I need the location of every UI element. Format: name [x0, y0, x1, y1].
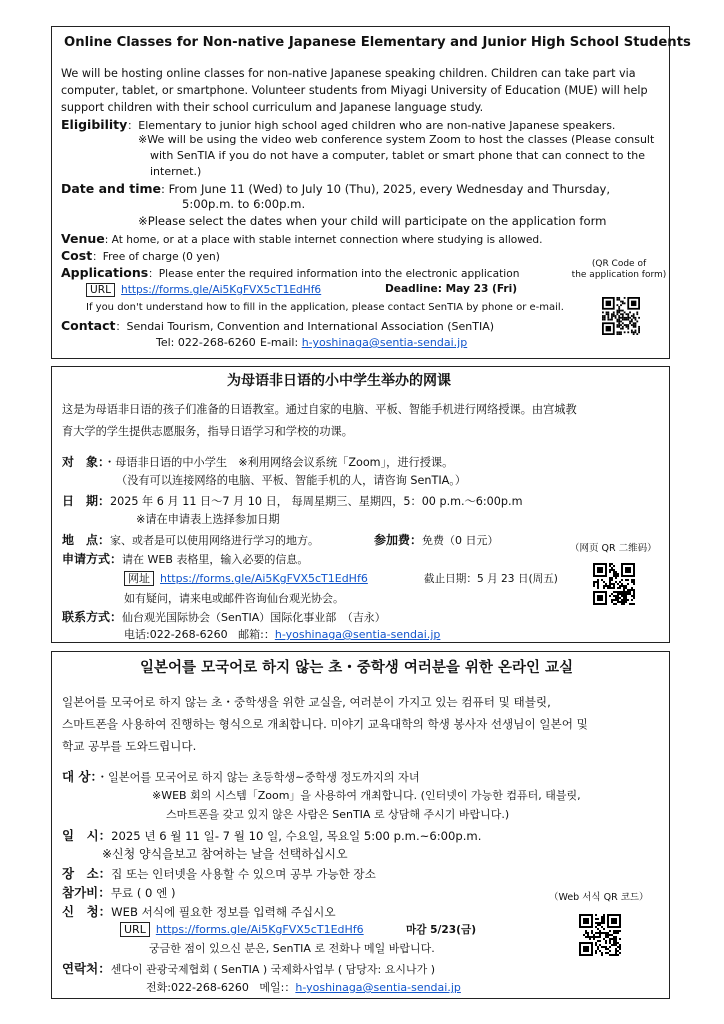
email-label: 邮箱:： — [238, 628, 275, 641]
apply-text: WEB 서식에 필요한 정보를 입력해 주십시오 — [111, 905, 336, 919]
english-eligibility-row — [61, 117, 615, 132]
korean-place-row — [62, 866, 376, 882]
fee-text: 免费（0 日元） — [422, 534, 499, 547]
apply-text: 请在 WEB 表格里，输入必要的信息。 — [122, 553, 309, 566]
place-label: 地 点： — [62, 533, 111, 547]
contact-label: 연락처： — [62, 961, 111, 976]
english-venue-row — [61, 231, 543, 247]
url-label: 网址 — [124, 571, 154, 586]
qr-caption-line-1: (QR Code of — [591, 259, 647, 269]
chinese-place-row — [62, 533, 319, 547]
fee-label: 参加费： — [374, 533, 423, 547]
english-deadline: Deadline: May 23 (Fri) — [385, 283, 518, 295]
email-link[interactable]: h-yoshinaga@sentia-sendai.jp — [301, 336, 468, 349]
qr-caption-line-2: the application form) — [571, 270, 667, 281]
target-text: ・일본어를 모국어로 하지 않는 초등학생~중학생 정도까지의 자녀 — [96, 771, 420, 784]
korean-title: 일본어를 모국어로 하지 않는 초・중학생 여러분을 위한 온라인 교실 — [140, 660, 574, 676]
apply-label: 신 청： — [62, 904, 112, 919]
target-note: （没有可以连接网络的电脑、平板、智能手机的人，请咨询 SenTIA。） — [116, 474, 467, 487]
chinese-url-row — [124, 572, 368, 585]
chinese-intro-line-2: 育大学的学生提供志愿服务，指导日语学习和学校的功课。 — [62, 425, 353, 438]
korean-contact-row — [62, 961, 435, 976]
korean-date-row — [62, 828, 481, 844]
date-text: : From June 11 (Wed) to July 10 (Thu), 2025, every Wednesday and Thursday, — [161, 182, 611, 196]
date-time: 5:00p.m. to 6:00p.m. — [182, 197, 306, 211]
qr-code-icon[interactable] — [579, 914, 621, 956]
fee-label: 참가비： — [62, 885, 111, 900]
cost-label: Cost — [61, 248, 93, 263]
korean-intro-line-2: 스마트폰을 사용하여 진행하는 형식으로 개최합니다. 미야기 교육대학의 학생 봉사자 선생님이 일본어 및 — [62, 717, 588, 731]
date-note: ※신청 양식을보고 참여하는 날을 선택하십시오 — [102, 847, 348, 861]
place-label: 장 소： — [62, 866, 112, 881]
korean-help-text: 궁금한 점이 있으신 분은, SenTIA 로 전화나 메일 바랍니다. — [149, 942, 435, 955]
chinese-apply-row — [62, 552, 308, 566]
english-intro-line-1: We will be hosting online classes for non-native Japanese speaking children. Children can take part via — [61, 67, 636, 80]
contact-text: 센다이 관광국제협회 ( SenTIA ) 국제화사업부 ( 담당자: 요시나가 ) — [110, 963, 436, 976]
qr-code-icon[interactable] — [593, 563, 635, 605]
target-label: 대 상： — [62, 769, 97, 784]
chinese-tel-email-row — [124, 628, 440, 641]
target-note-line-2: 스마트폰을 갖고 있지 않은 사람은 SenTIA 로 상담해 주시기 바랍니다.) — [166, 808, 510, 821]
date-label: 日 期： — [62, 494, 111, 508]
chinese-target-row — [62, 455, 453, 469]
place-text: 집 또는 인터넷을 사용할 수 있으며 공부 가능한 장소 — [111, 867, 376, 881]
target-text: ・母语非日语的中小学生 ※利用网络会议系统「Zoom」，进行授课。 — [104, 456, 454, 469]
apply-label: 申请方式： — [62, 552, 123, 566]
date-label: 일 시： — [62, 828, 112, 843]
tel: 전화:022-268-6260 — [146, 981, 249, 994]
cost-text: ：Free of charge (0 yen) — [92, 251, 220, 263]
chinese-qr-caption: （网页 QR 二维码） — [570, 543, 657, 554]
email-link[interactable]: h-yoshinaga@sentia-sendai.jp — [295, 981, 461, 994]
date-label: Date and time — [61, 181, 162, 196]
url-label: URL — [86, 283, 115, 297]
contact-text: ：Sendai Tourism, Convention and International Association (SenTIA) — [115, 320, 495, 333]
english-help-text: If you don't understand how to fill in the application, please contact SenTIA by phone or e-mail. — [86, 302, 564, 313]
tel: 电话:022-268-6260 — [124, 628, 228, 641]
applications-text: ：Please enter the required information into the electronic application — [148, 268, 520, 280]
application-form-link[interactable]: https://forms.gle/Ai5KgFVX5cT1EdHf6 — [155, 923, 364, 936]
english-title: Online Classes for Non-native Japanese Elementary and Junior High School Students — [64, 35, 691, 50]
fee-text: 무료 ( 0 엔 ) — [110, 886, 176, 900]
venue-label: Venue — [61, 231, 105, 246]
venue-text: : At home, or at a place with stable internet connection where studying is allowed. — [104, 234, 543, 246]
qr-code-icon[interactable] — [602, 297, 640, 335]
english-applications-row — [61, 265, 519, 281]
date-text: 2025 년 6 월 11 일- 7 월 10 일, 수요일, 목요일 5:00 p.m.~6:00p.m. — [111, 829, 482, 843]
contact-label: 联系方式： — [62, 610, 123, 624]
eligibility-label: Eligibility — [61, 117, 128, 132]
chinese-fee-row — [374, 533, 499, 547]
korean-fee-row — [62, 885, 176, 901]
english-cost-row — [61, 248, 220, 264]
qr-caption — [567, 259, 671, 282]
english-section — [51, 26, 691, 359]
korean-deadline: 마감 5/23(금) — [406, 924, 477, 936]
chinese-intro-line-1: 这是为母语非日语的孩子们准备的日语教室。通过自家的电脑、平板、智能手机进行网络授课。由宫城教 — [62, 403, 577, 416]
chinese-contact-row — [62, 610, 386, 624]
zoom-note-line-1: ※We will be using the video web conference system Zoom to host the classes (Please consult — [138, 133, 655, 146]
english-date-row — [61, 181, 610, 197]
applications-label: Applications — [61, 265, 149, 280]
english-intro-line-2: computer, tablet, or smartphone. Volunteer students from Miyagi University of Education (MUE) will help — [61, 84, 648, 97]
english-email-row — [260, 336, 467, 349]
application-form-link[interactable]: https://forms.gle/Ai5KgFVX5cT1EdHf6 — [160, 572, 368, 585]
chinese-deadline: 截止日期：5 月 23 日(周五) — [424, 573, 558, 585]
place-text: 家、或者是可以使用网络进行学习的地方。 — [110, 534, 320, 547]
korean-url-row — [120, 923, 364, 936]
zoom-note-line-3: internet.) — [150, 165, 202, 178]
target-note-line-1: ※WEB 회의 시스템「Zoom」을 사용하여 개최합니다. (인터넷이 가능한 컴퓨터, 태블릿, — [152, 789, 581, 802]
email-label: E-mail: — [260, 336, 299, 349]
application-form-link[interactable]: https://forms.gle/Ai5KgFVX5cT1EdHf6 — [121, 284, 322, 296]
contact-text: 仙台观光国际协会（SenTIA）国际化事业部 （吉永） — [122, 611, 386, 624]
english-url-row — [86, 284, 321, 297]
url-label: URL — [120, 922, 150, 937]
korean-apply-row — [62, 904, 336, 920]
chinese-title: 为母语非日语的小中学生举办的网课 — [227, 373, 451, 389]
korean-tel-email-row — [146, 981, 461, 994]
target-label: 对 象： — [62, 455, 105, 469]
email-label: 메일:： — [259, 981, 296, 994]
korean-section — [51, 651, 670, 999]
date-note: ※请在申请表上选择参加日期 — [136, 513, 280, 526]
eligibility-text: ：Elementary to junior high school aged children who are non-native Japanese speakers. — [127, 119, 616, 132]
korean-intro-line-3: 학교 공부를 도와드립니다. — [62, 739, 197, 753]
english-intro-line-3: support children with their school curriculum and Japanese language study. — [61, 101, 484, 114]
chinese-section — [51, 366, 670, 643]
date-note: ※Please select the dates when your child will participate on the application form — [138, 214, 607, 228]
chinese-date-row — [62, 494, 522, 508]
chinese-help-text: 如有疑问，请来电或邮件咨询仙台观光协会。 — [124, 592, 344, 605]
english-contact-row — [61, 318, 494, 333]
email-link[interactable]: h-yoshinaga@sentia-sendai.jp — [274, 628, 441, 641]
date-text: 2025 年 6 月 11 日～7 月 10 日， 每周星期三、星期四，5：00 p.m.～6:00p.m — [110, 495, 523, 508]
korean-target-row — [62, 769, 420, 784]
contact-label: Contact — [61, 318, 116, 333]
korean-qr-caption: （Web 서식 QR 코드） — [549, 892, 649, 903]
zoom-note-line-2: with SenTIA if you do not have a computer, tablet or smart phone that can connect to the — [150, 149, 646, 162]
korean-intro-line-1: 일본어를 모국어로 하지 않는 초・중학생을 위한 교실을, 여러분이 가지고 있는 컴퓨터 및 태블릿, — [62, 695, 551, 709]
english-tel: Tel: 022-268-6260 — [156, 336, 256, 349]
